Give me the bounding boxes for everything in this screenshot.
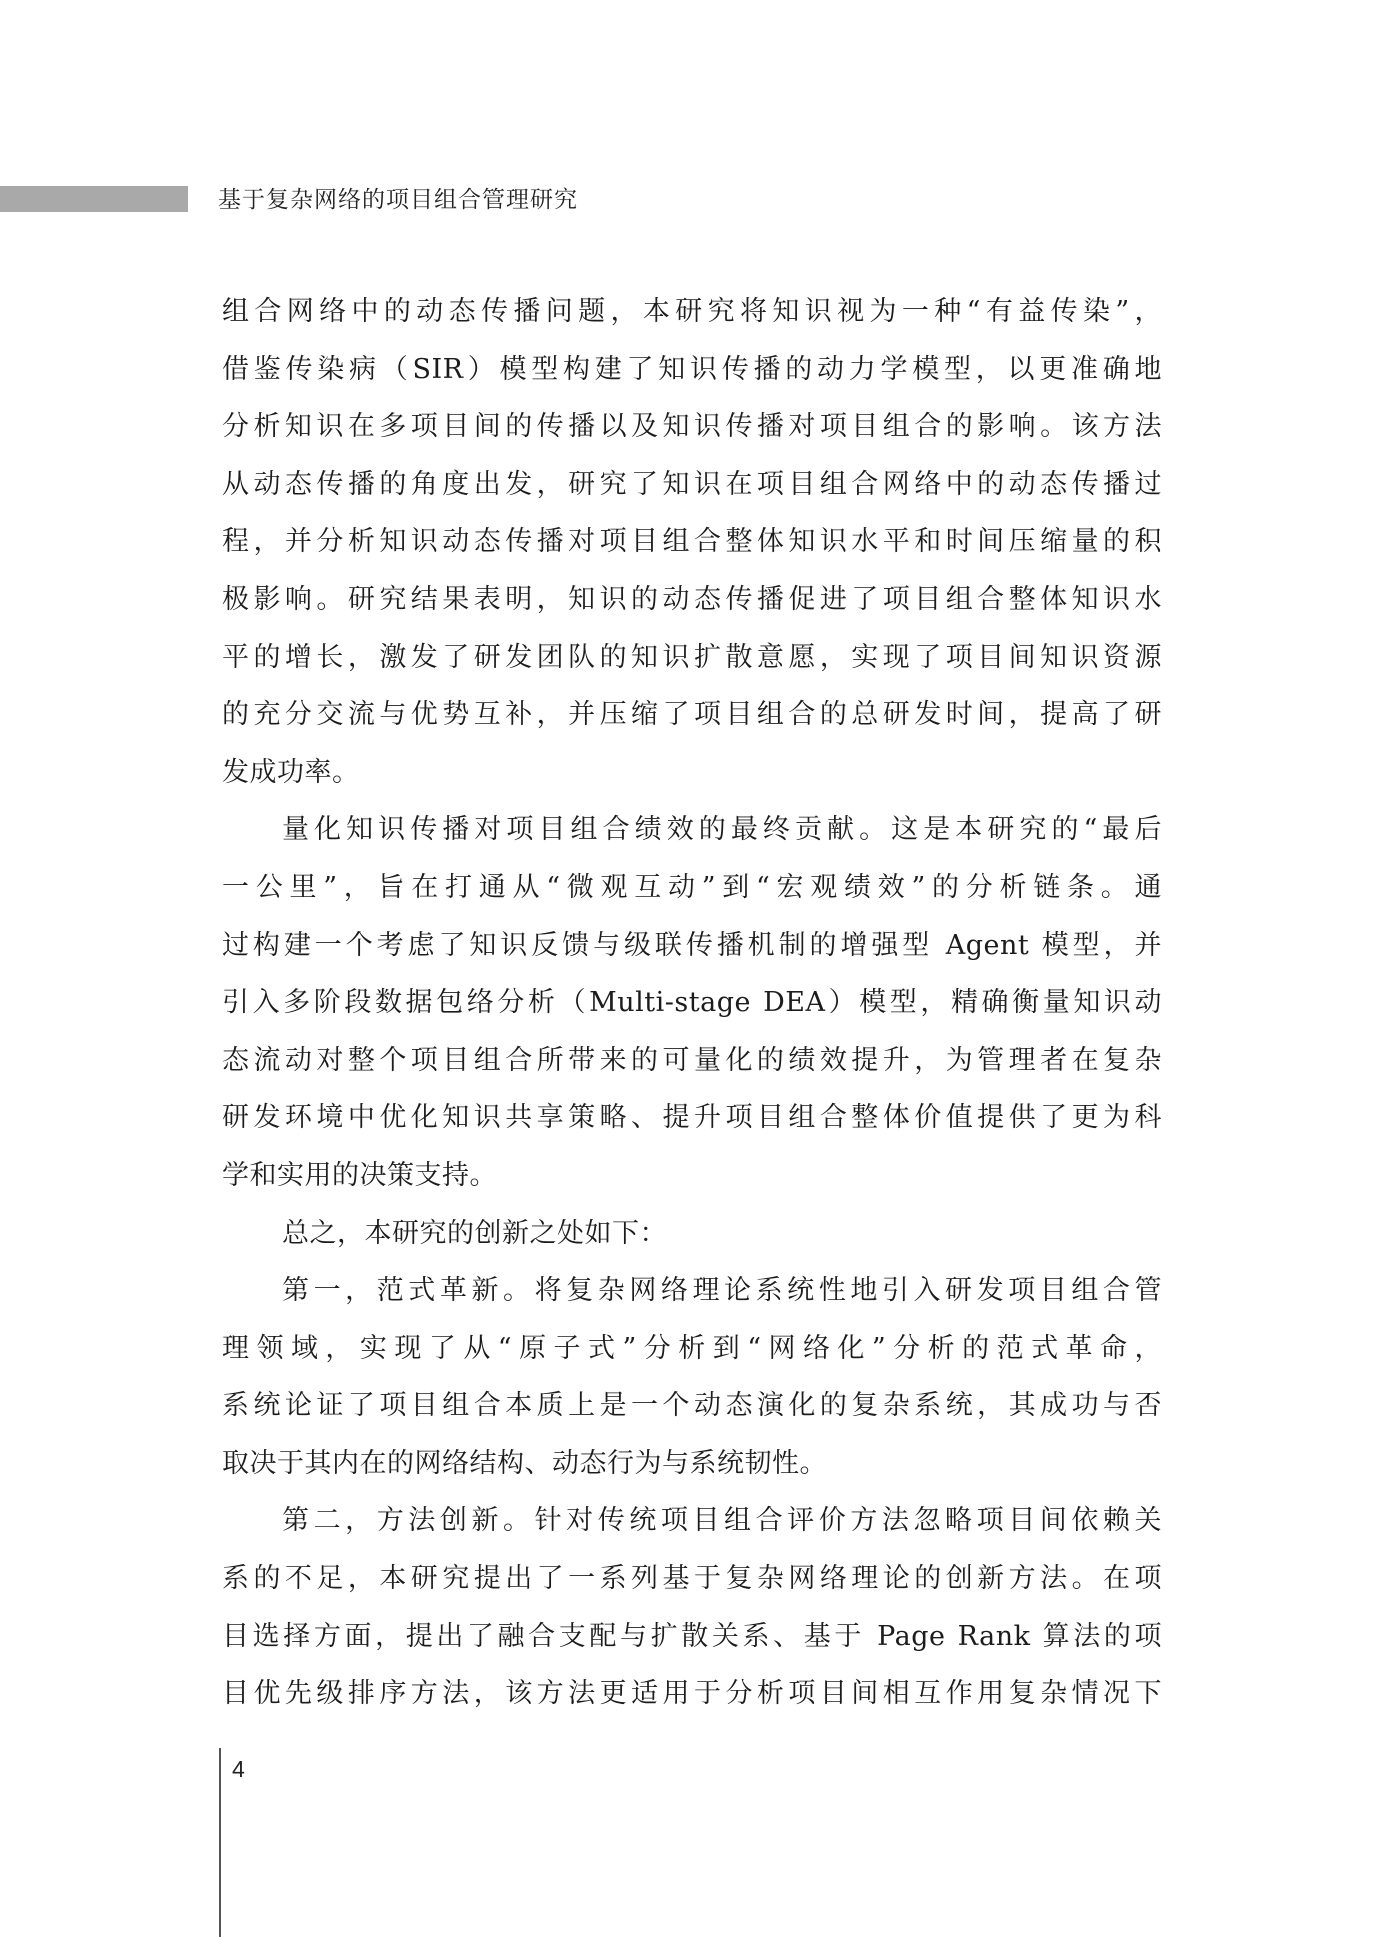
text-line: 的充分交流与优势互补，并压缩了项目组合的总研发时间，提高了研: [222, 699, 1162, 731]
footer-rule: [219, 1748, 221, 1937]
running-header-title: 基于复杂网络的项目组合管理研究: [218, 187, 578, 213]
text-line: 发成功率。: [222, 756, 360, 788]
text-line: 量化知识传播对项目组合绩效的最终贡献。这是本研究的“最后: [282, 814, 1162, 846]
text-line: 总之，本研究的创新之处如下：: [282, 1217, 667, 1249]
text-line: 分析知识在多项目间的传播以及知识传播对项目组合的影响。该方法: [222, 411, 1162, 443]
text-line: 学和实用的决策支持。: [222, 1159, 497, 1191]
text-line: 组合网络中的动态传播问题，本研究将知识视为一种“有益传染”，: [222, 296, 1162, 327]
text-line: 理领域，实现了从“原子式”分析到“网络化”分析的范式革命，: [222, 1332, 1162, 1364]
text-line: 目选择方面，提出了融合支配与扩散关系、基于 Page Rank 算法的项: [222, 1620, 1162, 1652]
header-bar: [0, 186, 188, 212]
text-line: 平的增长，激发了研发团队的知识扩散意愿，实现了项目间知识资源: [222, 641, 1162, 673]
text-line: 第一，范式革新。将复杂网络理论系统性地引入研发项目组合管: [282, 1275, 1162, 1307]
text-line: 过构建一个考虑了知识反馈与级联传播机制的增强型 Agent 模型，并: [222, 929, 1162, 961]
text-line: 第二，方法创新。针对传统项目组合评价方法忽略项目间依赖关: [282, 1505, 1162, 1537]
text-line: 极影响。研究结果表明，知识的动态传播促进了项目组合整体知识水: [222, 583, 1162, 615]
text-line: 一公里”，旨在打通从“微观互动”到“宏观绩效”的分析链条。通: [222, 871, 1162, 903]
page-number: 4: [232, 1756, 245, 1782]
text-line: 系统论证了项目组合本质上是一个动态演化的复杂系统，其成功与否: [222, 1390, 1162, 1422]
text-line: 态流动对整个项目组合所带来的可量化的绩效提升，为管理者在复杂: [222, 1044, 1162, 1076]
text-line: 引入多阶段数据包络分析（Multi-stage DEA）模型，精确衡量知识动: [222, 987, 1162, 1019]
text-line: 研发环境中优化知识共享策略、提升项目组合整体价值提供了更为科: [222, 1102, 1162, 1134]
text-line: 程，并分析知识动态传播对项目组合整体知识水平和时间压缩量的积: [222, 526, 1162, 558]
text-line: 取决于其内在的网络结构、动态行为与系统韧性。: [222, 1447, 827, 1479]
text-line: 借鉴传染病（SIR）模型构建了知识传播的动力学模型，以更准确地: [222, 353, 1162, 385]
text-line: 目优先级排序方法，该方法更适用于分析项目间相互作用复杂情况下: [222, 1678, 1162, 1710]
body-text: [222, 283, 1162, 1723]
text-line: 系的不足，本研究提出了一系列基于复杂网络理论的创新方法。在项: [222, 1563, 1162, 1595]
text-line: 从动态传播的角度出发，研究了知识在项目组合网络中的动态传播过: [222, 468, 1162, 500]
